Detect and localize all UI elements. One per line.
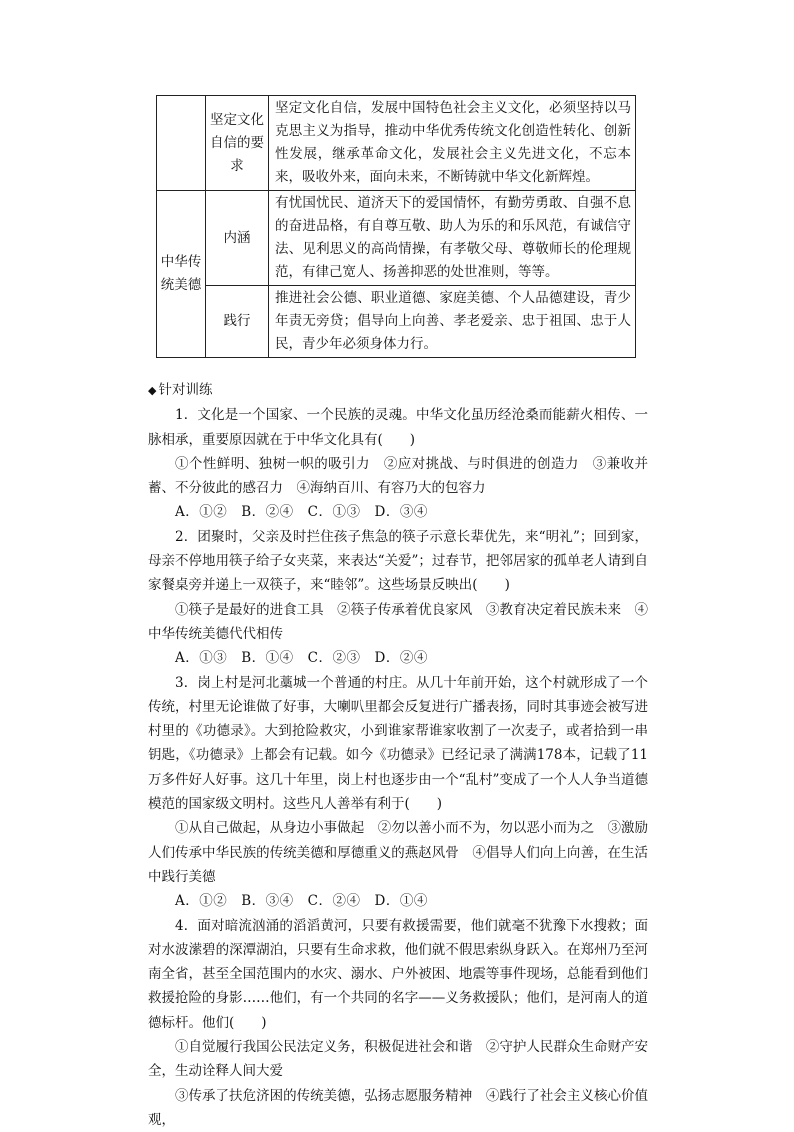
summary-table <box>156 95 636 358</box>
question-items: ①筷子是最好的进食工具 ②筷子传承着优良家风 ③教育决定着民族未来 ④中华传统美德代代相传 <box>148 601 648 642</box>
question-items: ①自觉履行我国公民法定义务，积极促进社会和谐 ②守护人民群众生命财产安全，生动诠释人间大爱 <box>148 1039 648 1080</box>
question-items: ③传承了扶危济困的传统美德，弘扬志愿服务精神 ④践行了社会主义核心价值观， <box>148 1087 648 1128</box>
practice-section <box>148 378 648 1132</box>
answer-options: A．①③ B．①④ C．②③ D．②④ <box>175 650 428 667</box>
table-row <box>157 191 636 286</box>
table-row <box>157 286 636 358</box>
answer-options: A．①② B．②④ C．①③ D．③④ <box>175 504 428 521</box>
answer-options: A．①② B．③④ C．②④ D．①④ <box>175 893 428 910</box>
row-content: 坚定文化自信，发展中国特色社会主义文化，必须坚持以马克思主义为指导，推动中华优秀传统文化创造性转化、创新性发展，继承革命文化，发展社会主义先进文化，不忘本来，吸收外来，面向未来，不断铸就中华文化新辉煌。 <box>269 96 636 191</box>
question-stem: 4．面对暗流汹涌的滔滔黄河，只要有救援需要，他们就毫不犹豫下水搜救；面对水波潆碧的深潭湖泊，只要有生命求救，他们就不假思索纵身跃入。在郑州乃至河南全省，甚至全国范围内的水灾、溺水、户外被困、地震等事件现场，总能看到他们救援抢险的身影……他们，有一个共同的名字——义务救援队；他们，是河南人的道德标杆。他们( ) <box>148 917 648 1031</box>
question-stem: 1．文化是一个国家、一个民族的灵魂。中华文化虽历经沧桑而能薪火相传、一脉相承，重要原因就在于中华文化具有( ) <box>148 407 648 448</box>
group-heading: 中华传统美德 <box>157 191 206 358</box>
row-subheading: 坚定文化自信的要求 <box>206 96 269 191</box>
row-subheading: 内涵 <box>206 191 269 286</box>
table-empty-cell <box>157 96 206 191</box>
section-title: 针对训练 <box>158 382 213 398</box>
table-row <box>157 96 636 191</box>
row-subheading: 践行 <box>206 286 269 358</box>
question-items: ①个性鲜明、独树一帜的吸引力 ②应对挑战、与时俱进的创造力 ③兼收并蓄、不分彼此的感召力 ④海纳百川、有容乃大的包容力 <box>148 455 648 497</box>
row-content: 推进社会公德、职业道德、家庭美德、个人品德建设，青少年责无旁贷；倡导向上向善、孝老爱亲、忠于祖国、忠于人民，青少年必须身体力行。 <box>269 286 636 358</box>
diamond-icon: ◆ <box>148 384 157 397</box>
question-stem: 3．岗上村是河北藁城一个普通的村庄。从几十年前开始，这个村就形成了一个传统，村里无论谁做了好事，大喇叭里都会反复进行广播表扬，同时其事迹会被写进村里的《功德录》。大到抢险救灾，小到谁家帮谁家收割了一次麦子，或者拾到一串钥匙，《功德录》上都会有记载。如今《功德录》已经记录了满满178本，记载了11万多件好人好事。这几十年里，岗上村也逐步由一个“乱村”变成了一个人人争当道德模范的国家级文明村。这些凡人善举有利于( ) <box>148 674 648 813</box>
row-content: 有忧国忧民、道济天下的爱国情怀，有勤劳勇敢、自强不息的奋进品格，有自尊互敬、助人为乐的和乐风范，有诚信守法、见利思义的高尚情操，有孝敬父母、尊敬师长的伦理规范，有律己宽人、扬善抑恶的处世准则，等等。 <box>269 191 636 286</box>
question-items: ①从自己做起，从身边小事做起 ②勿以善小而不为，勿以恶小而为之 ③激励人们传承中华民族的传统美德和厚德重义的燕赵风骨 ④倡导人们向上向善，在生活中践行美德 <box>148 820 648 885</box>
question-stem: 2．团聚时，父亲及时拦住孩子焦急的筷子示意长辈优先，来“明礼”；回到家，母亲不停地用筷子给子女夹菜，来表达“关爱”；过春节，把邻居家的孤单老人请到自家餐桌旁并递上一双筷子，来“睦邻”。这些场景反映出( ) <box>148 528 648 594</box>
section-heading <box>148 378 648 403</box>
